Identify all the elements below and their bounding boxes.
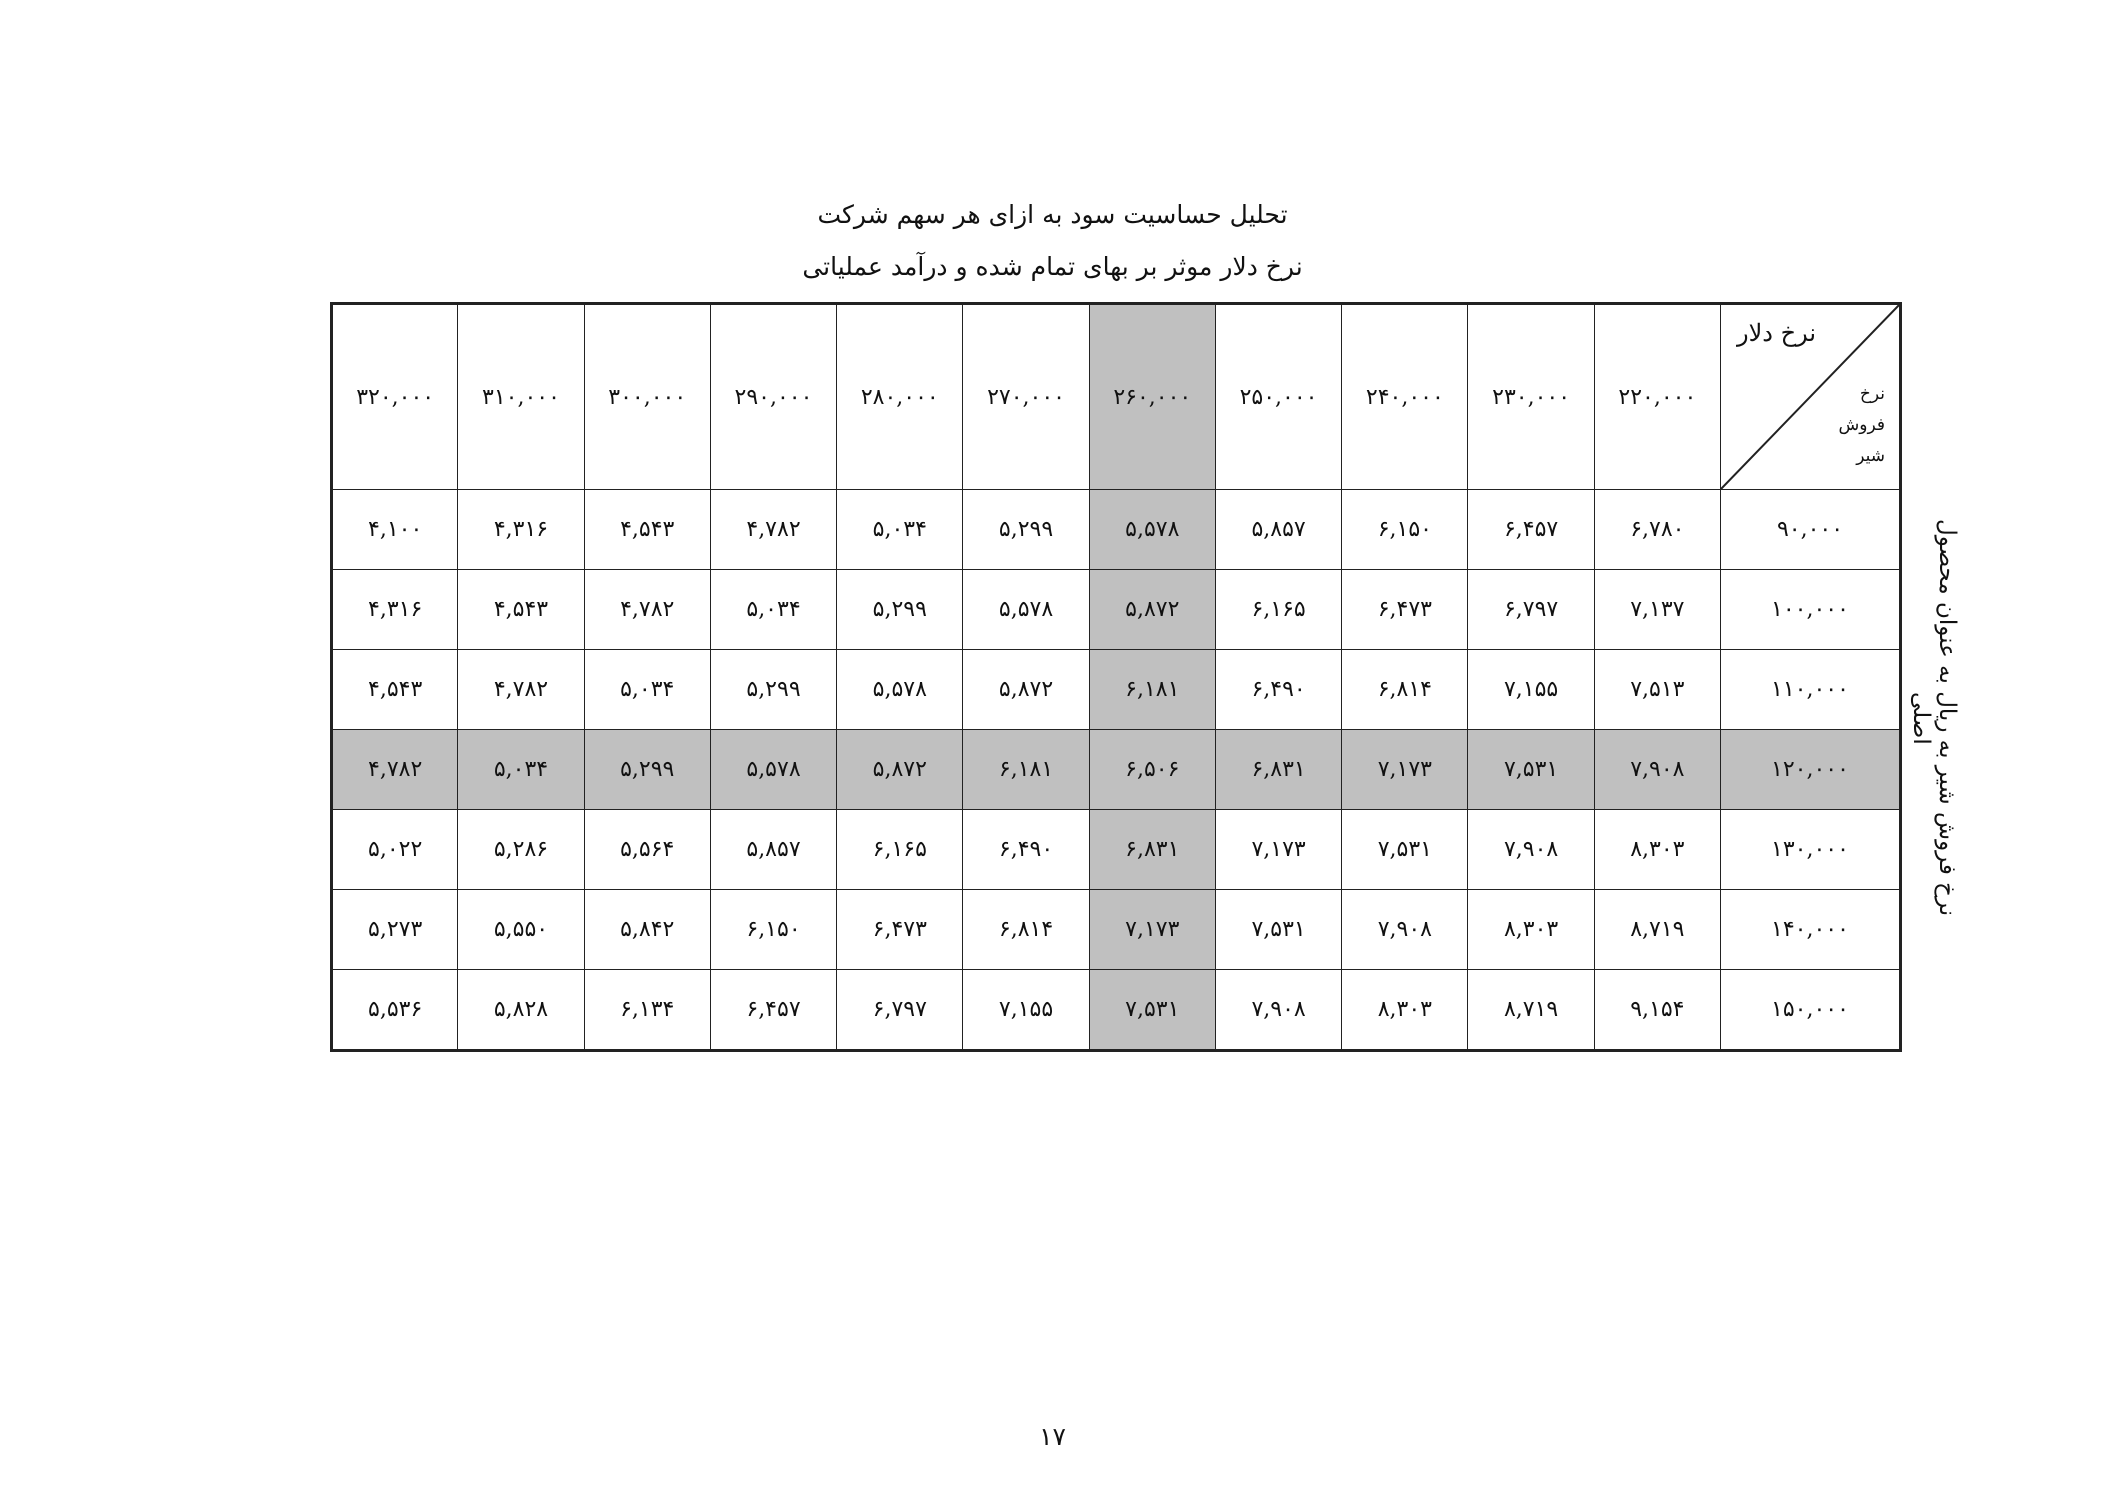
column-header-cell: ۳۱۰,۰۰۰ [458,304,584,490]
table-cell: ۴,۳۱۶ [332,570,458,650]
table-cell: ۶,۱۵۰ [1342,490,1468,570]
table-cell: ۷,۹۰۸ [1468,810,1594,890]
table-cell: ۸,۷۱۹ [1468,970,1594,1051]
table-cell: ۵,۲۷۳ [332,890,458,970]
table-cell: ۶,۸۱۴ [1342,650,1468,730]
table-cell: ۷,۹۰۸ [1215,970,1341,1051]
table-cell: ۷,۵۱۳ [1594,650,1720,730]
column-header-cell: ۲۹۰,۰۰۰ [710,304,836,490]
table-cell: ۵,۵۵۰ [458,890,584,970]
row-axis-side-label: نرخ فروش شیر به ریال به عنوان محصول اصلی [1908,519,1960,917]
table-cell: ۵,۸۵۷ [710,810,836,890]
table-cell: ۶,۴۵۷ [1468,490,1594,570]
table-cell: ۵,۸۲۸ [458,970,584,1051]
table-cell: ۵,۲۹۹ [963,490,1089,570]
table-cell: ۵,۵۶۴ [584,810,710,890]
table-cell: ۶,۵۰۶ [1089,730,1215,810]
table-cell: ۶,۷۹۷ [837,970,963,1051]
column-header-cell: ۲۴۰,۰۰۰ [1342,304,1468,490]
table-cell: ۴,۱۰۰ [332,490,458,570]
table-cell: ۷,۱۷۳ [1089,890,1215,970]
table-row [332,650,1901,730]
table-cell: ۵,۵۷۸ [963,570,1089,650]
table-cell: ۴,۷۸۲ [332,730,458,810]
table-row [332,570,1901,650]
sensitivity-table [330,302,1902,1052]
table-cell: ۷,۵۳۱ [1215,890,1341,970]
corner-cell [1721,304,1901,490]
table-cell: ۷,۵۳۱ [1342,810,1468,890]
column-header-cell: ۲۲۰,۰۰۰ [1594,304,1720,490]
column-header-cell: ۲۷۰,۰۰۰ [963,304,1089,490]
table-header-row [332,304,1901,490]
row-header-cell: ۱۲۰,۰۰۰ [1721,730,1901,810]
table-cell: ۶,۸۳۱ [1215,730,1341,810]
column-header-cell: ۲۳۰,۰۰۰ [1468,304,1594,490]
table-cell: ۶,۸۳۱ [1089,810,1215,890]
table-cell: ۵,۵۷۸ [1089,490,1215,570]
table-cell: ۷,۹۰۸ [1342,890,1468,970]
table-cell: ۵,۸۴۲ [584,890,710,970]
table-cell: ۷,۱۵۵ [963,970,1089,1051]
table-cell: ۶,۱۵۰ [710,890,836,970]
table-cell: ۷,۵۳۱ [1089,970,1215,1051]
table-cell: ۵,۰۳۴ [458,730,584,810]
table-cell: ۶,۴۹۰ [963,810,1089,890]
table-cell: ۶,۴۵۷ [710,970,836,1051]
column-header-cell: ۲۸۰,۰۰۰ [837,304,963,490]
table-cell: ۵,۸۷۲ [963,650,1089,730]
table-cell: ۶,۱۳۴ [584,970,710,1051]
table-cell: ۷,۱۵۵ [1468,650,1594,730]
row-header-cell: ۱۳۰,۰۰۰ [1721,810,1901,890]
table-cell: ۸,۷۱۹ [1594,890,1720,970]
row-axis-label-line: نرخ [1859,384,1885,404]
table-cell: ۴,۷۸۲ [584,570,710,650]
table-cell: ۴,۷۸۲ [710,490,836,570]
table-cell: ۷,۱۷۳ [1215,810,1341,890]
table-cell: ۶,۴۷۳ [837,890,963,970]
table-row [332,810,1901,890]
row-header-cell: ۱۰۰,۰۰۰ [1721,570,1901,650]
table-cell: ۴,۵۴۳ [584,490,710,570]
table-cell: ۶,۷۸۰ [1594,490,1720,570]
table-cell: ۸,۳۰۳ [1342,970,1468,1051]
table-cell: ۶,۷۹۷ [1468,570,1594,650]
table-cell: ۵,۰۳۴ [837,490,963,570]
column-axis-label: نرخ دلار [1737,319,1817,347]
table-cell: ۵,۵۷۸ [837,650,963,730]
table-cell: ۶,۱۶۵ [837,810,963,890]
table-cell: ۵,۵۷۸ [710,730,836,810]
table-cell: ۵,۲۹۹ [837,570,963,650]
table-cell: ۸,۳۰۳ [1594,810,1720,890]
table-cell: ۵,۲۸۶ [458,810,584,890]
table-cell: ۵,۲۹۹ [584,730,710,810]
table-cell: ۸,۳۰۳ [1468,890,1594,970]
page-number: ۱۷ [1039,1422,1066,1451]
table-cell: ۶,۸۱۴ [963,890,1089,970]
table-cell: ۷,۹۰۸ [1594,730,1720,810]
table-row [332,490,1901,570]
row-header-cell: ۱۱۰,۰۰۰ [1721,650,1901,730]
table-row [332,890,1901,970]
table-cell: ۵,۰۳۴ [710,570,836,650]
table-cell: ۵,۸۵۷ [1215,490,1341,570]
table-row [332,970,1901,1051]
table-cell: ۴,۷۸۲ [458,650,584,730]
table-cell: ۷,۱۷۳ [1342,730,1468,810]
column-header-cell: ۲۵۰,۰۰۰ [1215,304,1341,490]
table-cell: ۴,۵۴۳ [332,650,458,730]
table-cell: ۵,۵۳۶ [332,970,458,1051]
table-cell: ۶,۱۶۵ [1215,570,1341,650]
table-cell: ۶,۱۸۱ [963,730,1089,810]
table-cell: ۴,۳۱۶ [458,490,584,570]
page-title: تحلیل حساسیت سود به ازای هر سهم شرکت [817,200,1288,229]
table-cell: ۶,۱۸۱ [1089,650,1215,730]
row-header-cell: ۹۰,۰۰۰ [1721,490,1901,570]
row-axis-label-line: فروش [1838,415,1885,435]
table-cell: ۴,۵۴۳ [458,570,584,650]
column-header-cell: ۲۶۰,۰۰۰ [1089,304,1215,490]
page-subtitle: نرخ دلار موثر بر بهای تمام شده و درآمد عملیاتی [802,252,1303,281]
table-cell: ۵,۰۳۴ [584,650,710,730]
table-cell: ۷,۵۳۱ [1468,730,1594,810]
table-cell: ۶,۴۹۰ [1215,650,1341,730]
row-axis-label-line: شیر [1856,446,1885,466]
row-axis-label [1815,379,1885,472]
table-cell: ۹,۱۵۴ [1594,970,1720,1051]
table-cell: ۶,۴۷۳ [1342,570,1468,650]
row-header-cell: ۱۵۰,۰۰۰ [1721,970,1901,1051]
table-cell: ۵,۸۷۲ [1089,570,1215,650]
column-header-cell: ۳۲۰,۰۰۰ [332,304,458,490]
column-header-cell: ۳۰۰,۰۰۰ [584,304,710,490]
table-cell: ۵,۰۲۲ [332,810,458,890]
table-cell: ۵,۲۹۹ [710,650,836,730]
table-row [332,730,1901,810]
row-header-cell: ۱۴۰,۰۰۰ [1721,890,1901,970]
table-cell: ۵,۸۷۲ [837,730,963,810]
table-cell: ۷,۱۳۷ [1594,570,1720,650]
